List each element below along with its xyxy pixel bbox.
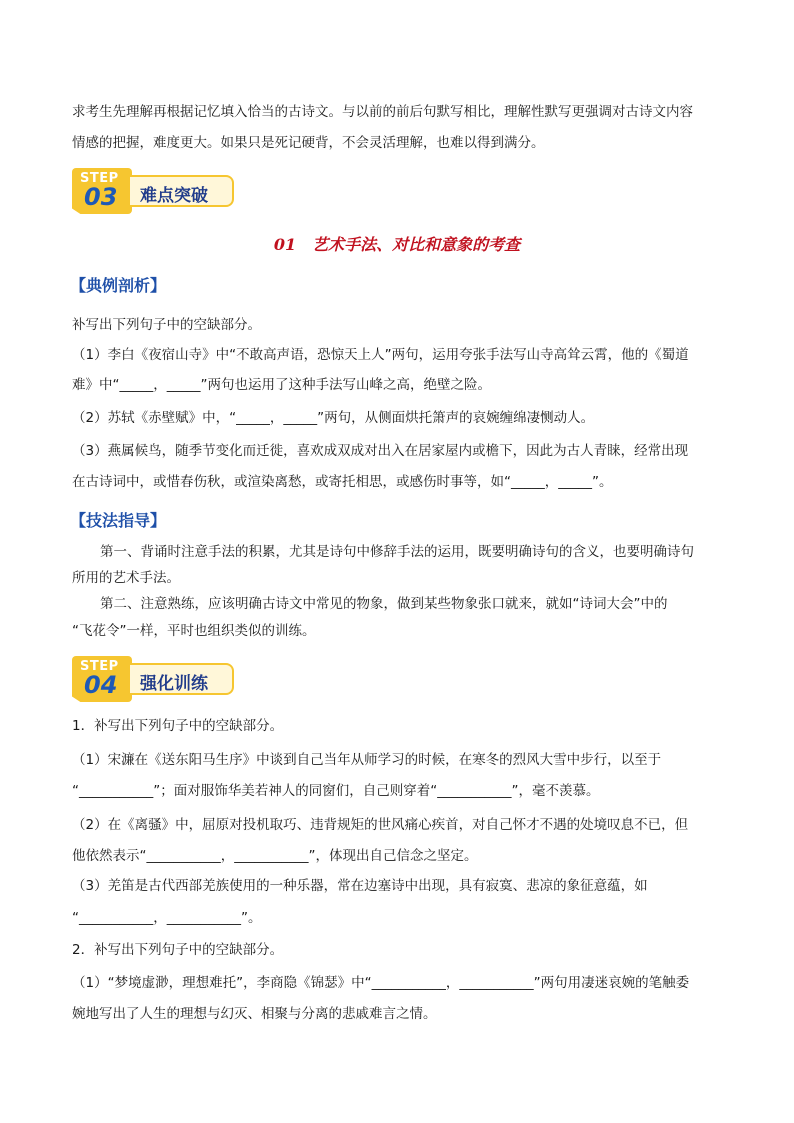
step-04-badge xyxy=(72,656,237,702)
example-q1-line2: 难》中“_____，_____”两句也运用了这种手法写山峰之高，绝壁之险。 xyxy=(72,377,491,393)
step-banner xyxy=(130,663,234,695)
training-1-title: 1．补写出下列句子中的空缺部分。 xyxy=(72,718,284,734)
step-banner xyxy=(130,175,234,207)
training-2-q1-line2: 婉地写出了人生的理想与幻灭、相聚与分离的悲戚难言之情。 xyxy=(72,1006,437,1022)
example-q1-line1: （1）李白《夜宿山寺》中“不敢高声语，恐惊天上人”两句，运用夸张手法写山寺高耸云霄，他的《蜀道 xyxy=(72,347,689,363)
step-word: STEP xyxy=(80,659,119,674)
step-03-badge xyxy=(72,168,237,214)
step-word: STEP xyxy=(80,171,119,186)
training-1-q2-line1: （2）在《离骚》中，屈原对投机取巧、违背规矩的世风痛心疾首，对自己怀才不遇的处境叹息不已，但 xyxy=(72,817,689,833)
example-q3-line1: （3）燕属候鸟，随季节变化而迁徙，喜欢成双成对出入在居家屋内或檐下，因此为古人青睐，经常出现 xyxy=(72,443,689,459)
step-number: 03 xyxy=(84,183,118,211)
step-label: 难点突破 xyxy=(140,186,208,206)
example-prompt: 补写出下列句子中的空缺部分。 xyxy=(72,317,261,333)
example-heading: 【典例剖析】 xyxy=(70,276,167,295)
technique-p2-line2: “飞花令”一样，平时也组织类似的训练。 xyxy=(72,623,316,639)
step-label: 强化训练 xyxy=(140,674,208,694)
technique-heading: 【技法指导】 xyxy=(70,511,167,530)
intro-line-1: 求考生先理解再根据记忆填入恰当的古诗文。与以前的前后句默写相比，理解性默写更强调对古诗文内容 xyxy=(72,104,693,120)
technique-p1-line2: 所用的艺术手法。 xyxy=(72,570,180,586)
training-2-q1-line1: （1）“梦境虚渺，理想难托”，李商隐《锦瑟》中“___________，___________”两句用凄迷哀婉的笔触委 xyxy=(72,975,690,991)
example-q3-line2: 在古诗词中，或惜春伤秋，或渲染离愁，或寄托相思，或感伤时事等，如“_____，_____”。 xyxy=(72,474,613,490)
training-2-title: 2．补写出下列句子中的空缺部分。 xyxy=(72,942,284,958)
training-1-q1-line1: （1）宋濂在《送东阳马生序》中谈到自己当年从师学习的时候，在寒冬的烈风大雪中步行，以至于 xyxy=(72,752,662,768)
training-1-q2-line2: 他依然表示“___________，___________”，体现出自己信念之坚定。 xyxy=(72,848,478,864)
training-1-q3-line1: （3）羌笛是古代西部羌族使用的一种乐器，常在边塞诗中出现，具有寂寞、悲凉的象征意蕴，如 xyxy=(72,878,648,894)
example-q2: （2）苏轼《赤壁赋》中，“_____，_____”两句，从侧面烘托箫声的哀婉缠绵凄恻动人。 xyxy=(72,410,595,426)
intro-line-2: 情感的把握，难度更大。如果只是死记硬背，不会灵活理解，也难以得到满分。 xyxy=(72,135,545,151)
technique-p2-line1: 第二、注意熟练，应该明确古诗文中常见的物象，做到某些物象张口就来，就如“诗词大会”中的 xyxy=(100,596,668,612)
training-1-q1-line2: “___________”；面对服饰华美若神人的同窗们，自己则穿着“___________”，毫不羡慕。 xyxy=(72,783,600,799)
section-title: 01 艺术手法、对比和意象的考查 xyxy=(273,235,521,254)
step-number: 04 xyxy=(84,671,118,699)
technique-p1-line1: 第一、背诵时注意手法的积累，尤其是诗句中修辞手法的运用，既要明确诗句的含义，也要明确诗句 xyxy=(100,544,694,560)
training-1-q3-line2: “___________，___________”。 xyxy=(72,910,262,926)
